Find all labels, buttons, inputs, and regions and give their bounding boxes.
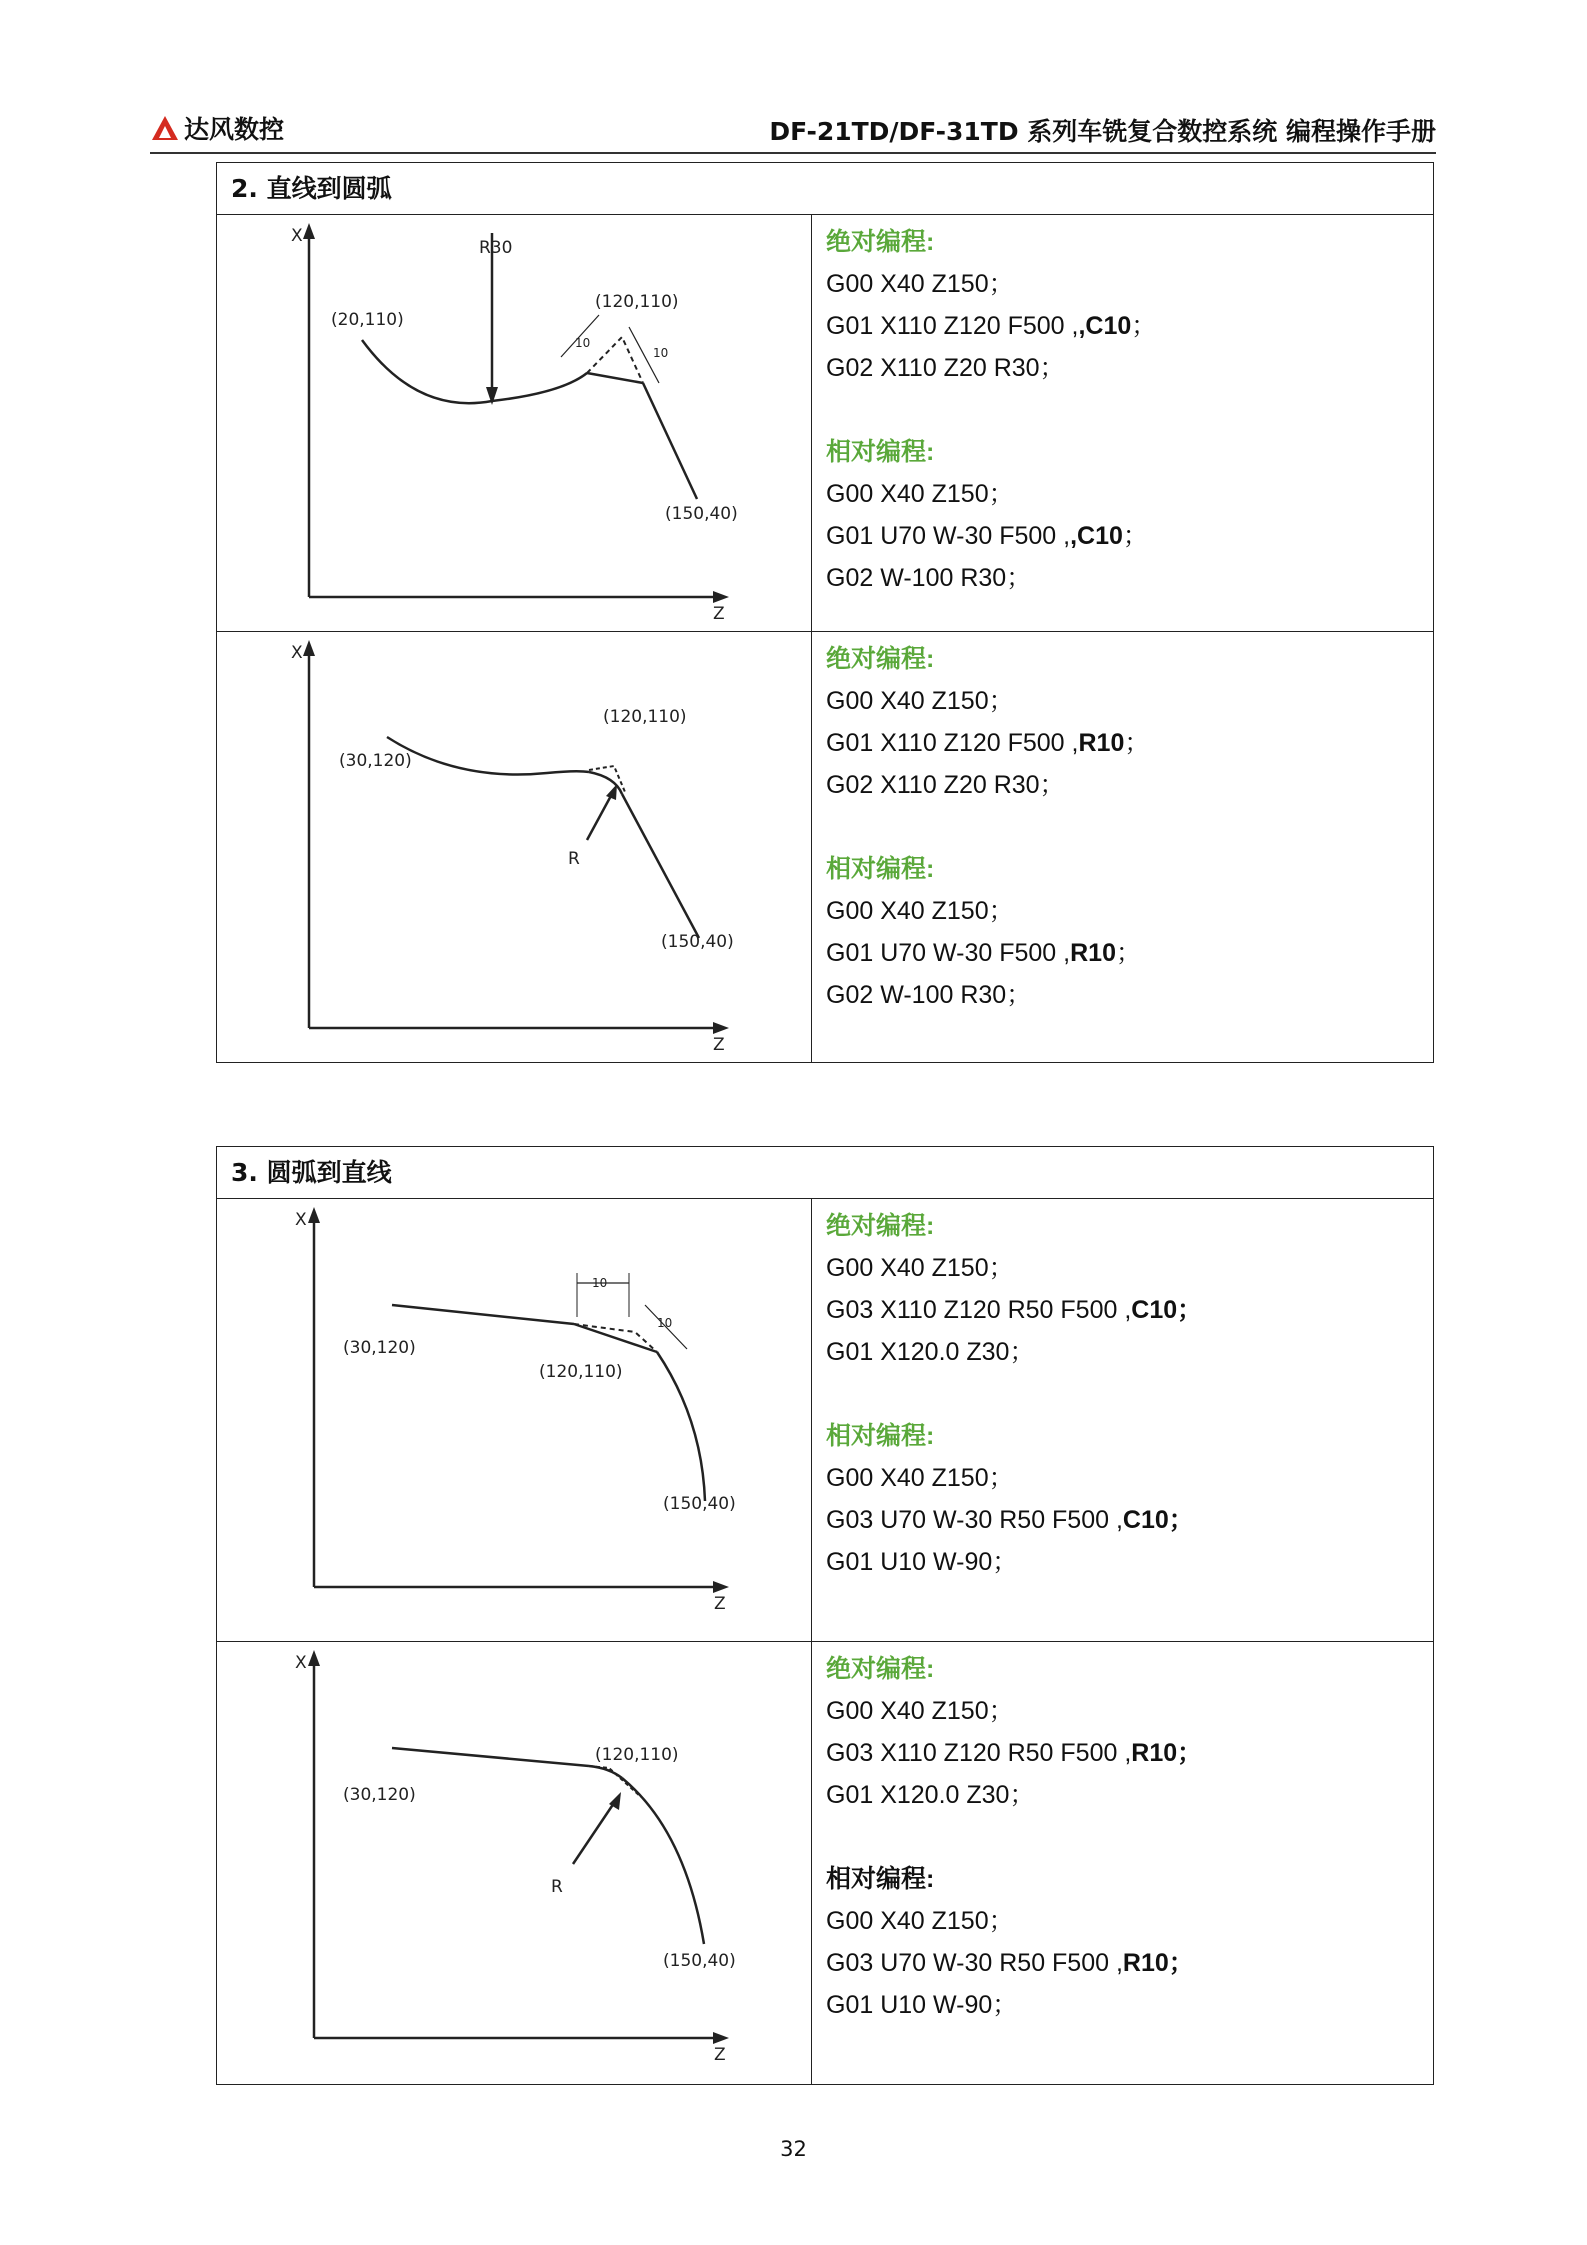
rel-label: 相对编程: (826, 855, 935, 883)
y-axis-label: X (295, 1653, 307, 1673)
abs-label: 绝对编程: (826, 1212, 935, 1240)
code-line: G01 X120.0 Z30； (826, 1338, 1035, 1366)
code-block (812, 215, 1433, 631)
abs-label: 绝对编程: (826, 1655, 935, 1683)
code-line: G02 X110 Z20 R30； (826, 354, 1065, 382)
code-line: G03 X110 Z120 R50 F500 ,R10； (826, 1739, 1203, 1767)
label-dim-right: 10 (657, 1316, 673, 1330)
chamfer-line (587, 373, 643, 383)
brand-logo (150, 110, 284, 146)
brand-name: 达风数控 (184, 115, 285, 144)
code-line: G00 X40 Z150； (826, 480, 1014, 508)
label-end: (150,40) (665, 504, 738, 524)
label-end: (150,40) (663, 1494, 736, 1514)
label-start: (30,120) (343, 1785, 416, 1805)
y-axis-label: X (295, 1210, 307, 1230)
x-axis-label: Z (713, 1035, 725, 1055)
page-header (150, 104, 1436, 154)
example-row (217, 632, 1433, 1062)
abs-label: 绝对编程: (826, 645, 935, 673)
code-line: G00 X40 Z150； (826, 1254, 1014, 1282)
section-heading: 2. 直线到圆弧 (217, 163, 1433, 215)
label-corner: (120,110) (603, 707, 687, 727)
code-line: G02 W-100 R30； (826, 564, 1032, 592)
arc-path (362, 340, 587, 403)
figure-round (217, 632, 812, 1062)
code-line: G00 X40 Z150； (826, 897, 1014, 925)
x-axis-label: Z (714, 1594, 726, 1614)
example-row (217, 215, 1433, 632)
code-line: G01 U10 W-90； (826, 1991, 1018, 2019)
code-line: G00 X40 Z150； (826, 687, 1014, 715)
example-row (217, 1642, 1433, 2084)
label-corner: (120,110) (595, 1745, 679, 1765)
example-row (217, 1199, 1433, 1642)
manual-title: DF-21TD/DF-31TD 系列车铣复合数控系统 编程操作手册 (769, 117, 1436, 146)
page-number: 32 (780, 2137, 807, 2161)
label-dim-top: 10 (592, 1276, 608, 1290)
label-corner: (120,110) (595, 292, 679, 312)
label-dim-right: 10 (653, 346, 669, 360)
code-line: G01 X110 Z120 F500 ,,C10； (826, 312, 1157, 340)
label-start: (20,110) (331, 310, 404, 330)
section-arc-to-line (216, 1146, 1434, 2085)
code-block (812, 1199, 1433, 1641)
header-rule (150, 152, 1436, 154)
x-axis-arrow (303, 223, 315, 239)
y-axis-label: X (291, 643, 303, 663)
rel-label: 相对编程: (826, 1865, 935, 1893)
figure-chamfer (217, 215, 812, 631)
code-line: G00 X40 Z150； (826, 1907, 1014, 1935)
diagram-line-arc-chamfer (217, 215, 811, 632)
x-axis-label: Z (713, 604, 725, 624)
section-heading: 3. 圆弧到直线 (217, 1147, 1433, 1199)
label-radius: R (568, 849, 580, 869)
figure-round (217, 1642, 812, 2084)
brand-triangle-icon (150, 114, 180, 142)
code-line: G02 X110 Z20 R30； (826, 771, 1065, 799)
code-line: G00 X40 Z150； (826, 1697, 1014, 1725)
label-start: (30,120) (339, 751, 412, 771)
diagram-arc-line-round (217, 1642, 811, 2084)
code-line: G00 X40 Z150； (826, 270, 1014, 298)
label-corner: (120,110) (539, 1362, 623, 1382)
code-line: G02 W-100 R30； (826, 981, 1032, 1009)
label-end: (150,40) (663, 1951, 736, 1971)
x-axis-label: Z (714, 2045, 726, 2065)
label-dim-left: 10 (575, 336, 591, 350)
label-end: (150,40) (661, 932, 734, 952)
code-line: G01 U10 W-90； (826, 1548, 1018, 1576)
code-line: G01 X120.0 Z30； (826, 1781, 1035, 1809)
slope-line (643, 383, 697, 499)
virtual-corner (587, 337, 643, 383)
label-start: (30,120) (343, 1338, 416, 1358)
code-line: G00 X40 Z150； (826, 1464, 1014, 1492)
abs-label: 绝对编程: (826, 228, 935, 256)
code-line: G01 U70 W-30 F500 ,R10； (826, 939, 1141, 967)
diagram-arc-line-chamfer (217, 1199, 811, 1642)
label-radius: R30 (479, 238, 513, 258)
code-line: G01 X110 Z120 F500 ,R10； (826, 729, 1150, 757)
section-line-to-arc (216, 162, 1434, 1063)
z-axis-arrow (713, 591, 729, 603)
code-line: G01 U70 W-30 F500 ,,C10； (826, 522, 1148, 550)
code-line: G03 U70 W-30 R50 F500 ,R10； (826, 1949, 1194, 1977)
rel-label: 相对编程: (826, 1422, 935, 1450)
label-radius: R (551, 1877, 563, 1897)
y-axis-label: X (291, 226, 303, 246)
diagram-line-arc-round (217, 632, 811, 1062)
code-block (812, 1642, 1433, 2084)
code-line: G03 X110 Z120 R50 F500 ,C10； (826, 1296, 1203, 1324)
figure-chamfer (217, 1199, 812, 1641)
code-block (812, 632, 1433, 1062)
code-line: G03 U70 W-30 R50 F500 ,C10； (826, 1506, 1194, 1534)
rel-label: 相对编程: (826, 438, 935, 466)
